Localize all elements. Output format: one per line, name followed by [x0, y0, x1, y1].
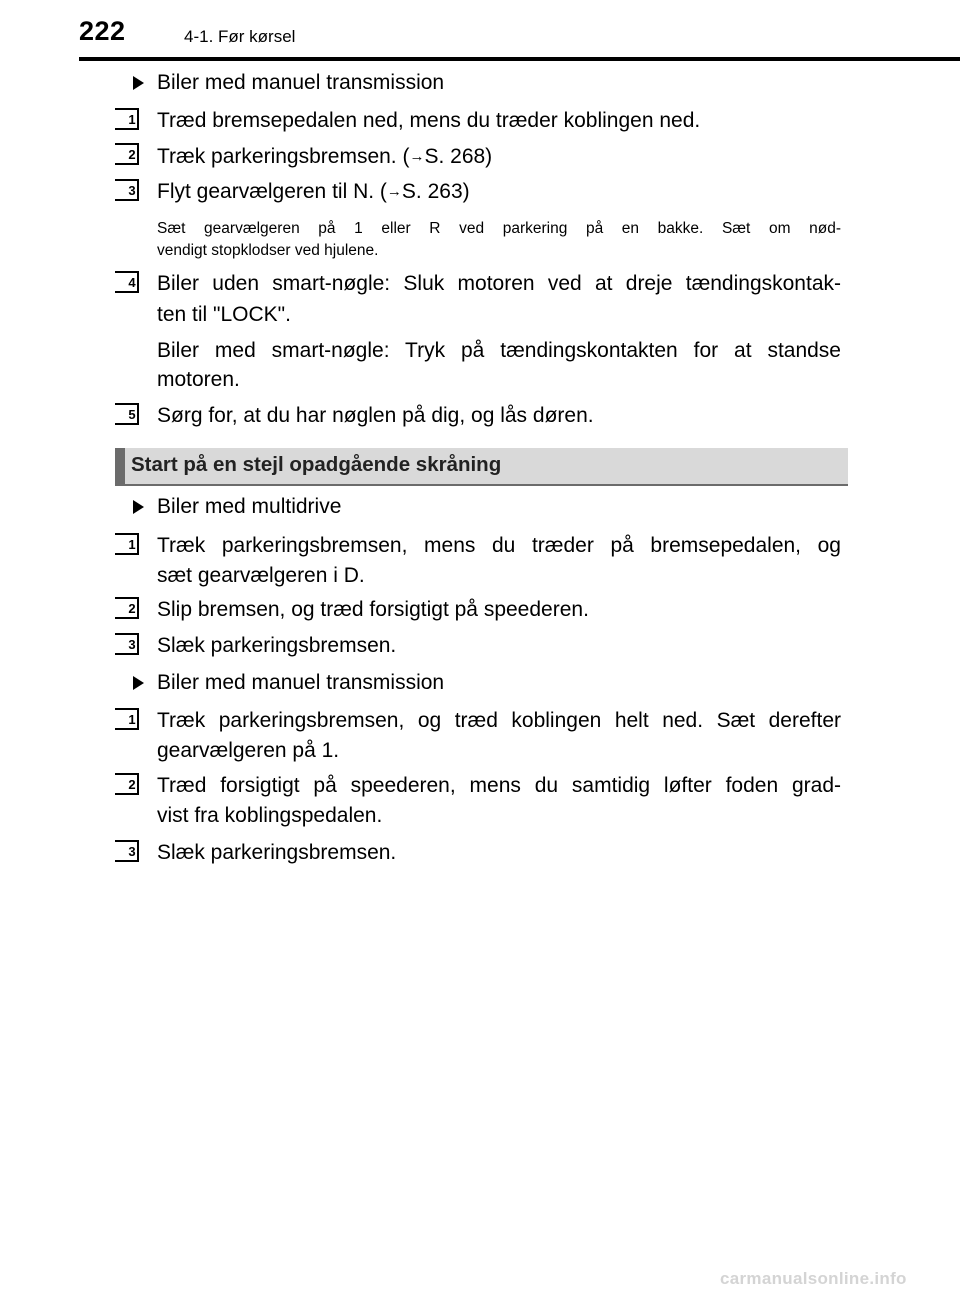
section-heading-text: Start på en stejl opadgående skråning	[131, 453, 502, 476]
step-text: vist fra koblingspedalen.	[157, 804, 383, 827]
step-text: Træk parkeringsbremsen, og træd koblingen helt ned. Sæt derefter	[157, 709, 841, 732]
step-text: Biler uden smart-nøgle: Sluk motoren ved at dreje tændingskontak-	[157, 272, 841, 295]
step-number-badge: 2	[115, 597, 139, 619]
step-text: Træk parkeringsbremsen, mens du træder på bremsepedalen, og	[157, 534, 841, 557]
page-number: 222	[79, 16, 126, 46]
step-number-badge: 4	[115, 271, 139, 293]
triangle-bullet-icon	[133, 76, 144, 90]
note-text: Sæt gearvælgeren på 1 eller R ved parkering på en bakke. Sæt om nød-	[157, 220, 841, 237]
step-text: Træd forsigtigt på speederen, mens du samtidig løfter foden grad-	[157, 774, 841, 797]
step-number-badge: 1	[115, 108, 139, 130]
step-text: Slip bremsen, og træd forsigtigt på speederen.	[157, 598, 589, 621]
step-text: motoren.	[157, 368, 240, 391]
step-text: Træd bremsepedalen ned, mens du træder koblingen ned.	[157, 109, 701, 132]
step-number-badge: 3	[115, 633, 139, 655]
note-text: vendigt stopklodser ved hjulene.	[157, 242, 379, 259]
step-text: gearvælgeren på 1.	[157, 739, 340, 762]
triangle-bullet-icon	[133, 500, 144, 514]
subsection-title-multidrive: Biler med multidrive	[157, 495, 342, 518]
step-number-badge: 3	[115, 179, 139, 201]
reference-arrow-icon: →	[409, 148, 425, 165]
step-text: Slæk parkeringsbremsen.	[157, 634, 397, 657]
step-number-badge: 5	[115, 403, 139, 425]
header-rule	[79, 57, 960, 61]
page-header	[0, 0, 960, 62]
step-text: Sørg for, at du har nøglen på dig, og lås døren.	[157, 404, 594, 427]
section-title: 4-1. Før kørsel	[184, 27, 296, 46]
subsection-title-manual: Biler med manuel transmission	[157, 671, 445, 694]
section-heading	[115, 448, 848, 486]
step-number-badge: 1	[115, 708, 139, 730]
step-number-badge: 2	[115, 773, 139, 795]
reference-arrow-icon: →	[386, 183, 402, 200]
watermark: carmanualsonline.info	[720, 1269, 907, 1288]
step-text: sæt gearvælgeren i D.	[157, 564, 365, 587]
step-text: ten til "LOCK".	[157, 303, 291, 326]
triangle-bullet-icon	[133, 676, 144, 690]
subsection-title-manual: Biler med manuel transmission	[157, 71, 445, 94]
step-text: Flyt gearvælgeren til N. (→S. 263)	[157, 176, 841, 210]
step-number-badge: 1	[115, 533, 139, 555]
step-text: Slæk parkeringsbremsen.	[157, 841, 397, 864]
step-text: Biler med smart-nøgle: Tryk på tændingskontakten for at standse	[157, 339, 841, 362]
step-number-badge: 3	[115, 840, 139, 862]
step-text: Træk parkeringsbremsen. (→S. 268)	[157, 141, 841, 175]
step-number-badge: 2	[115, 143, 139, 165]
heading-accent	[115, 448, 125, 484]
